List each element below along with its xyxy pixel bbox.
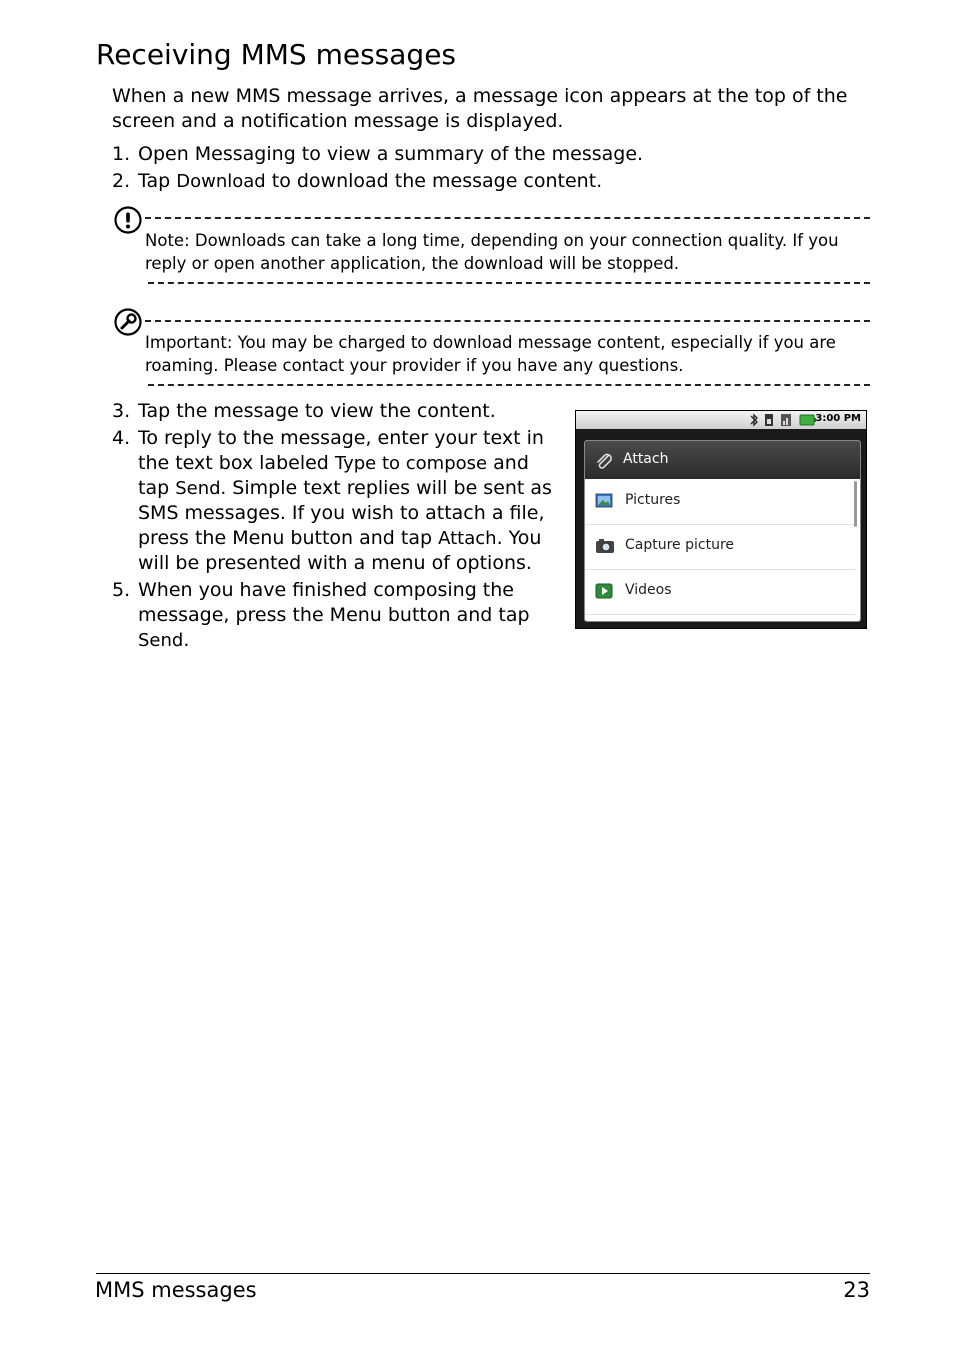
important-divider-bottom bbox=[148, 384, 870, 386]
status-time: 3:00 PM bbox=[815, 413, 861, 424]
note-text bbox=[145, 229, 870, 275]
sim-icon bbox=[765, 414, 773, 426]
step-number: 5. bbox=[112, 579, 131, 601]
important-label: Important bbox=[145, 333, 227, 352]
important-text bbox=[145, 331, 870, 377]
step-text-part: Tap bbox=[138, 170, 177, 192]
step-text bbox=[138, 169, 602, 194]
option-label: Videos bbox=[625, 582, 672, 598]
note-exclamation-icon bbox=[113, 205, 143, 235]
step-text bbox=[138, 578, 530, 653]
important-wrench-icon bbox=[113, 307, 143, 337]
status-bar bbox=[576, 411, 866, 429]
footer-section-title: MMS messages bbox=[95, 1278, 257, 1302]
signal-icon bbox=[781, 414, 791, 426]
step-number: 1. bbox=[112, 143, 131, 165]
status-icons bbox=[748, 413, 820, 427]
bluetooth-icon bbox=[751, 415, 757, 425]
step-line: To reply to the message, enter your text in bbox=[138, 427, 544, 449]
paperclip-icon bbox=[594, 451, 614, 471]
attach-term: Attach bbox=[438, 528, 497, 549]
option-label: Pictures bbox=[625, 492, 681, 508]
step-line: the text box labeled Type to compose and bbox=[138, 452, 529, 474]
note-divider-top bbox=[145, 217, 870, 219]
step-number: 2. bbox=[112, 170, 131, 192]
step-line: tap Send. Simple text replies will be sent as bbox=[138, 477, 552, 499]
option-capture-picture[interactable] bbox=[585, 525, 855, 570]
note-label: Note bbox=[145, 231, 185, 250]
step-line: will be presented with a menu of options. bbox=[138, 552, 532, 574]
download-term: Download bbox=[176, 171, 266, 192]
step-number: 4. bbox=[112, 427, 131, 449]
phone-screenshot bbox=[575, 410, 867, 629]
step-line: SMS messages. If you wish to attach a file, bbox=[138, 502, 545, 524]
note-divider-bottom bbox=[148, 282, 870, 284]
attach-dialog bbox=[584, 440, 861, 622]
footer-rule bbox=[96, 1273, 870, 1274]
pictures-icon bbox=[595, 492, 615, 510]
footer-page-number: 23 bbox=[843, 1278, 870, 1302]
option-pictures[interactable] bbox=[585, 480, 855, 525]
type-to-compose-term: Type to compose bbox=[334, 453, 488, 474]
page-title: Receiving MMS messages bbox=[96, 38, 457, 71]
step-line: When you have finished composing the bbox=[138, 579, 514, 601]
step-text: Tap the message to view the content. bbox=[138, 400, 496, 422]
videos-icon bbox=[595, 582, 615, 600]
step-line: press the Menu button and tap Attach. You bbox=[138, 527, 542, 549]
battery-icon bbox=[800, 415, 816, 425]
dialog-header bbox=[585, 441, 860, 479]
important-line: : You may be charged to download message content, especially if you are bbox=[226, 333, 836, 352]
option-videos[interactable] bbox=[585, 570, 855, 615]
intro-paragraph: When a new MMS message arrives, a message icon appears at the top of the screen and a notification message is displayed. bbox=[112, 85, 848, 132]
dialog-scrollbar[interactable] bbox=[854, 481, 857, 527]
step-line: Send. bbox=[138, 629, 190, 651]
step-text bbox=[138, 426, 552, 576]
step-line: message, press the Menu button and tap bbox=[138, 604, 530, 626]
note-line: reply or open another application, the download will be stopped. bbox=[145, 254, 680, 273]
dialog-title: Attach bbox=[623, 451, 669, 467]
note-line: : Downloads can take a long time, depending on your connection quality. If you bbox=[184, 231, 839, 250]
option-label: Capture picture bbox=[625, 537, 735, 553]
send-term: Send. bbox=[175, 478, 227, 499]
important-line: roaming. Please contact your provider if you have any questions. bbox=[145, 356, 684, 375]
step-text: Open Messaging to view a summary of the message. bbox=[138, 143, 644, 165]
camera-icon bbox=[595, 537, 615, 555]
send-term: Send bbox=[138, 630, 184, 651]
step-text-part: to download the message content. bbox=[265, 170, 603, 192]
important-divider-top bbox=[145, 320, 870, 322]
step-number: 3. bbox=[112, 400, 131, 422]
